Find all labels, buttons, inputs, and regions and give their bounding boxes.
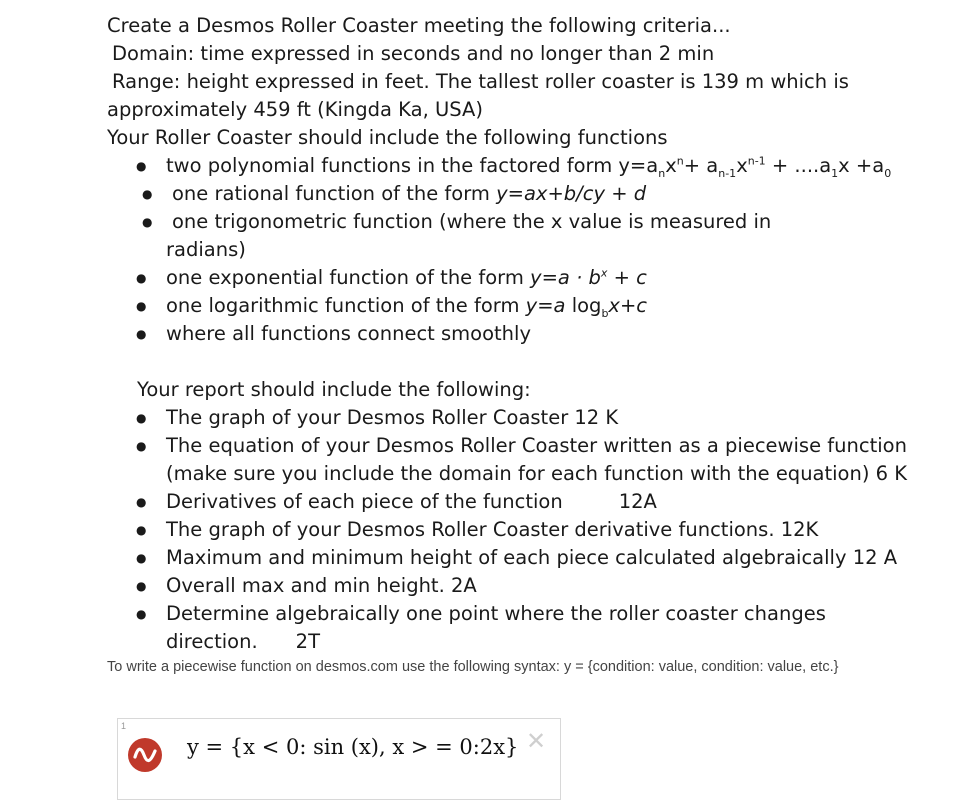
- report-item-derivative-graph: ● The graph of your Desmos Roller Coaster derivative functions. 12K: [166, 516, 818, 544]
- functions-intro: Your Roller Coaster should include the following functions: [107, 126, 668, 149]
- domain-line: Domain: time expressed in seconds and no longer than 2 min: [112, 42, 715, 65]
- trig-continuation: radians): [166, 238, 246, 261]
- bullet-smooth: ● where all functions connect smoothly: [166, 320, 531, 348]
- report-item-direction: ● Determine algebraically one point where the roller coaster changes: [166, 600, 826, 628]
- report-item-graph: ● The graph of your Desmos Roller Coaster 12 K: [166, 404, 618, 432]
- report-item-derivatives: ● Derivatives of each piece of the function 12A: [166, 488, 657, 516]
- bullet-logarithmic: ● one logarithmic function of the form y=a $\log_bx+c$: [166, 292, 647, 320]
- bullet-exponential: ● one exponential function of the form $y=a \cdot b^x + c$: [166, 264, 647, 292]
- report-intro: Your report should include the following:: [137, 378, 531, 401]
- range-line-1: Range: height expressed in feet. The tallest roller coaster is 139 m which is: [112, 70, 849, 93]
- bullet-rational: ● one rational function of the form y=ax+b/cy + d: [172, 180, 646, 208]
- expression-input[interactable]: y = {x < 0: sin (x), x > = 0:2x}: [187, 735, 519, 759]
- report-item-equation: ● The equation of your Desmos Roller Coaster written as a piecewise function: [166, 432, 907, 460]
- report-item-equation-cont: (make sure you include the domain for each function with the equation) 6 K: [166, 462, 908, 485]
- syntax-note: To write a piecewise function on desmos.com use the following syntax: y = {condition: value, condition: value, etc.}: [107, 659, 839, 675]
- report-item-overall: ● Overall max and min height. 2A: [166, 572, 477, 600]
- desmos-error-icon[interactable]: [127, 737, 163, 773]
- bullet-trigonometric: ● one trigonometric function (where the x value is measured in: [172, 208, 771, 236]
- expression-index: 1: [121, 721, 127, 731]
- desmos-expression-panel[interactable]: [117, 718, 561, 800]
- report-item-direction-cont: direction. 2T: [166, 630, 320, 653]
- page-title: Create a Desmos Roller Coaster meeting the following criteria...: [107, 14, 731, 37]
- range-line-2: approximately 459 ft (Kingda Ka, USA): [107, 98, 483, 121]
- bullet-polynomial: ● two polynomial functions in the factored form $y=a_nx^n+ a_{n-1}x^{n-1} + ....a_1x +a_0$: [166, 152, 891, 180]
- report-item-max-min-piece: ● Maximum and minimum height of each piece calculated algebraically 12 A: [166, 544, 897, 572]
- close-icon[interactable]: ✕: [526, 727, 547, 755]
